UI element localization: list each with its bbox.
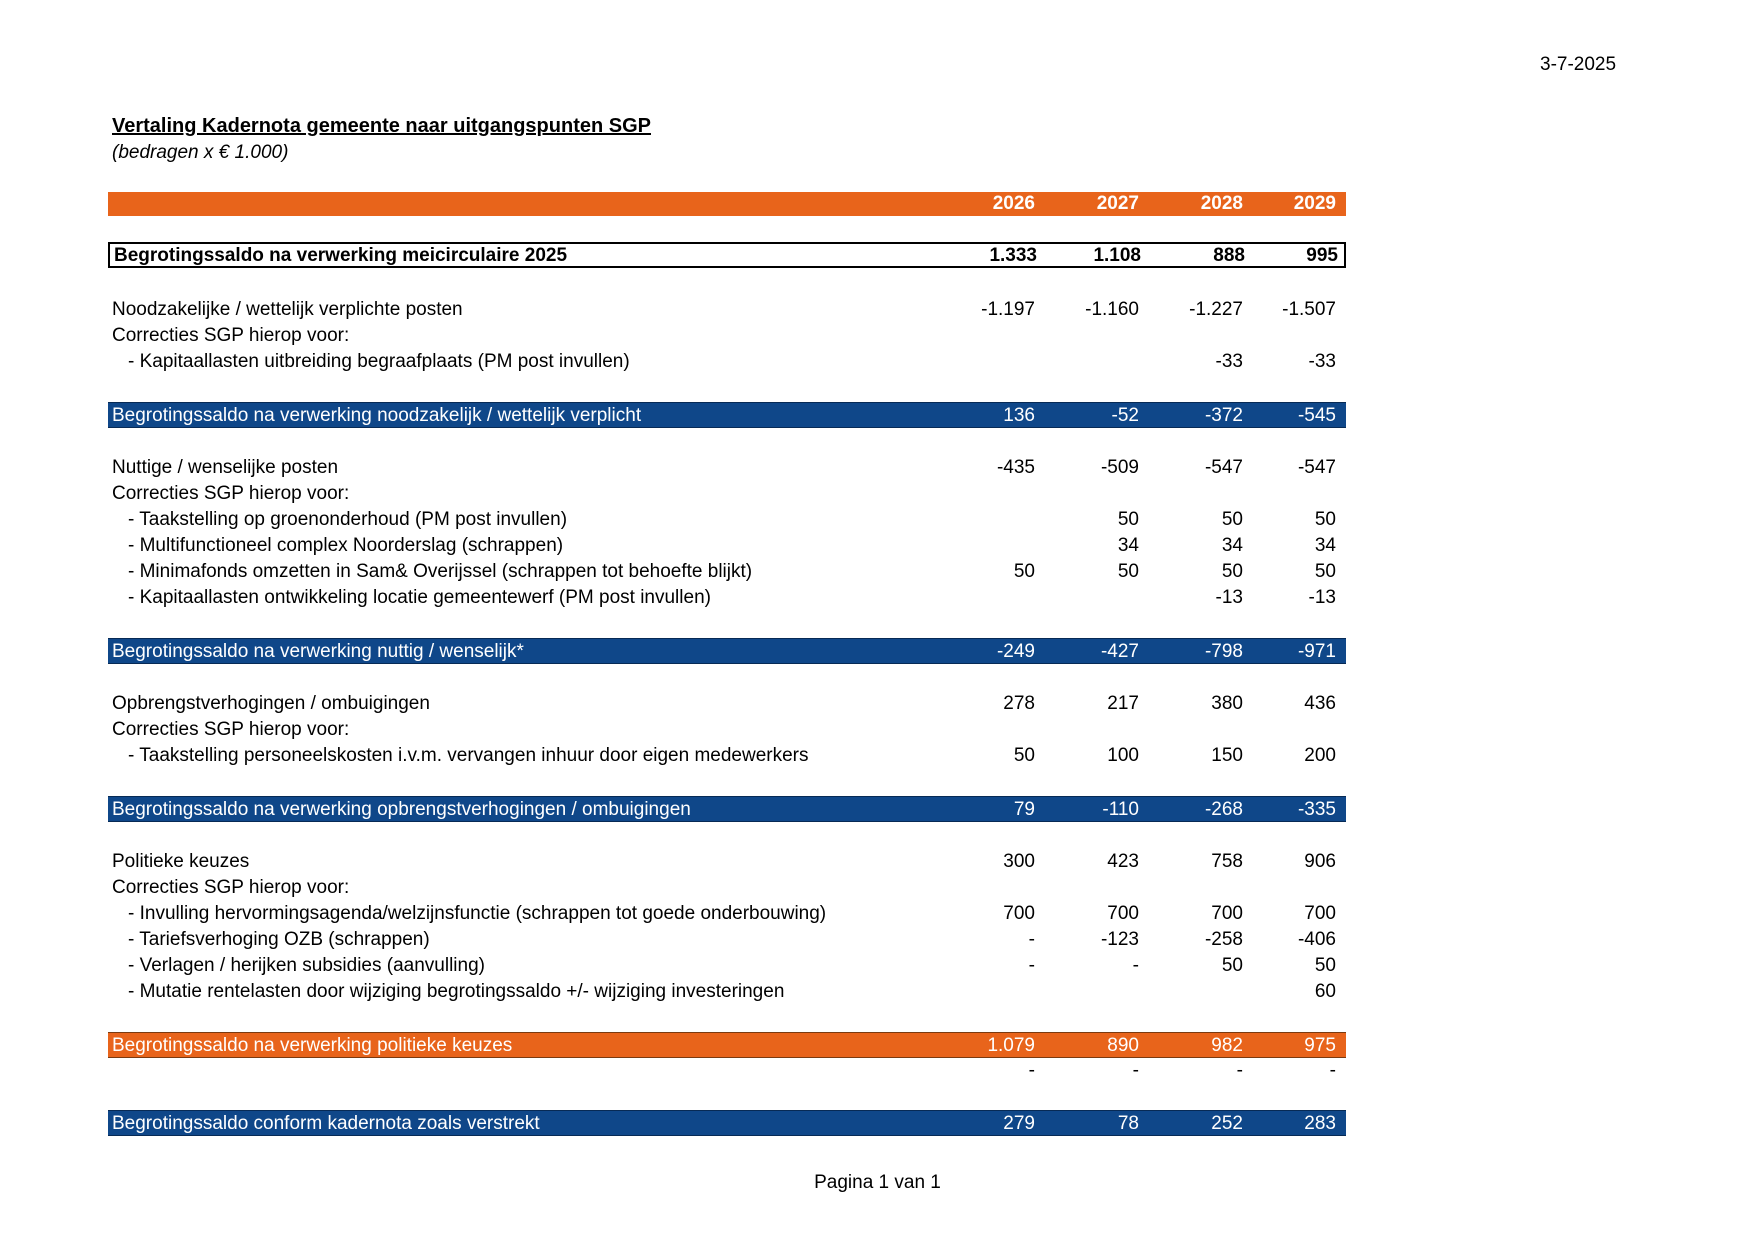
row-label: - Taakstelling op groenonderhoud (PM post invullen) <box>128 509 568 530</box>
table-row <box>108 533 1346 559</box>
subtotal-row <box>108 402 1346 428</box>
table-row <box>108 323 1346 349</box>
row-label: Politieke keuzes <box>112 851 250 872</box>
row-value-2028: -258 <box>1204 929 1243 950</box>
table-row <box>108 953 1346 979</box>
row-label: Noodzakelijke / wettelijk verplichte posten <box>112 299 463 320</box>
row-value-2026: 136 <box>1003 405 1035 426</box>
table-row <box>108 927 1346 953</box>
subtotal-row <box>108 1110 1346 1136</box>
table-row <box>108 559 1346 585</box>
row-value-2028: 50 <box>1221 509 1243 530</box>
row-value-2028: 380 <box>1211 693 1243 714</box>
row-value-2027: 34 <box>1117 535 1139 556</box>
year-header: 2026 <box>992 193 1035 214</box>
row-value-2028: 758 <box>1211 851 1243 872</box>
row-label: Begrotingssaldo na verwerking opbrengstverhogingen / ombuigingen <box>112 799 691 820</box>
year-header-row <box>108 192 1346 216</box>
row-value-2028: -268 <box>1204 799 1243 820</box>
row-value-2026: 1.333 <box>989 245 1037 266</box>
row-value-2029: 50 <box>1314 561 1336 582</box>
row-value-2029: -335 <box>1297 799 1336 820</box>
table-row <box>108 585 1346 611</box>
row-value-2029: -33 <box>1308 351 1336 372</box>
row-label: - Verlagen / herijken subsidies (aanvulling) <box>128 955 485 976</box>
row-label: Correcties SGP hierop voor: <box>112 325 350 346</box>
row-label: - Taakstelling personeelskosten i.v.m. vervangen inhuur door eigen medewerkers <box>128 745 809 766</box>
row-value-2027: - <box>1132 955 1139 976</box>
row-value-2028: 700 <box>1211 903 1243 924</box>
year-header: 2027 <box>1096 193 1139 214</box>
row-value-2028: - <box>1236 1060 1243 1081</box>
row-value-2028: -13 <box>1215 587 1243 608</box>
row-value-2029: 200 <box>1304 745 1336 766</box>
row-value-2029: 283 <box>1304 1113 1336 1134</box>
row-value-2027: 1.108 <box>1093 245 1141 266</box>
row-value-2029: 975 <box>1304 1035 1336 1056</box>
row-label: - Mutatie rentelasten door wijziging begrotingssaldo +/- wijziging investeringen <box>128 981 785 1002</box>
row-value-2029: -971 <box>1297 641 1336 662</box>
row-value-2029: 60 <box>1314 981 1336 1002</box>
row-value-2027: 700 <box>1107 903 1139 924</box>
subtotal-row <box>108 1032 1346 1058</box>
row-value-2026: 700 <box>1003 903 1035 924</box>
document-subtitle: (bedragen x € 1.000) <box>112 142 289 163</box>
row-value-2027: 100 <box>1107 745 1139 766</box>
row-value-2028: 888 <box>1213 245 1245 266</box>
row-value-2028: -372 <box>1204 405 1243 426</box>
row-label: - Minimafonds omzetten in Sam& Overijssel (schrappen tot behoefte blijkt) <box>128 561 753 582</box>
row-value-2027: -427 <box>1100 641 1139 662</box>
row-value-2026: 1.079 <box>987 1035 1035 1056</box>
row-value-2027: -52 <box>1111 405 1139 426</box>
row-label: - Kapitaallasten uitbreiding begraafplaats (PM post invullen) <box>128 351 630 372</box>
year-header: 2029 <box>1293 193 1336 214</box>
row-label: Correcties SGP hierop voor: <box>112 719 350 740</box>
row-value-2027: -509 <box>1100 457 1139 478</box>
row-value-2028: 34 <box>1221 535 1243 556</box>
row-value-2026: -249 <box>996 641 1035 662</box>
subtotal-row <box>108 796 1346 822</box>
table-row <box>108 1058 1346 1084</box>
table-row <box>108 455 1346 481</box>
row-label: Begrotingssaldo na verwerking meicirculaire 2025 <box>114 245 568 266</box>
row-value-2029: 906 <box>1304 851 1336 872</box>
row-label: Nuttige / wenselijke posten <box>112 457 339 478</box>
row-label: Begrotingssaldo conform kadernota zoals verstrekt <box>112 1113 540 1134</box>
row-value-2026: 50 <box>1013 561 1035 582</box>
row-label: Correcties SGP hierop voor: <box>112 483 350 504</box>
table-row <box>108 979 1346 1005</box>
page-footer: Pagina 1 van 1 <box>814 1172 941 1193</box>
row-label: Begrotingssaldo na verwerking nuttig / wenselijk* <box>112 641 524 662</box>
subtotal-row <box>108 242 1346 268</box>
row-value-2028: 50 <box>1221 955 1243 976</box>
row-value-2029: 50 <box>1314 955 1336 976</box>
row-value-2028: -547 <box>1204 457 1243 478</box>
table-row <box>108 481 1346 507</box>
row-value-2026: 279 <box>1003 1113 1035 1134</box>
row-value-2027: - <box>1132 1060 1139 1081</box>
row-value-2028: -33 <box>1215 351 1243 372</box>
row-value-2027: 217 <box>1107 693 1139 714</box>
table-row <box>108 849 1346 875</box>
row-value-2027: 423 <box>1107 851 1139 872</box>
row-value-2029: -1.507 <box>1282 299 1336 320</box>
row-value-2029: 34 <box>1314 535 1336 556</box>
row-value-2029: 995 <box>1306 245 1338 266</box>
row-value-2028: -798 <box>1204 641 1243 662</box>
document-date: 3-7-2025 <box>1540 54 1617 75</box>
row-label: - Invulling hervormingsagenda/welzijnsfunctie (schrappen tot goede onderbouwing) <box>128 903 827 924</box>
row-value-2026: 50 <box>1013 745 1035 766</box>
row-value-2028: 50 <box>1221 561 1243 582</box>
row-value-2029: -545 <box>1297 405 1336 426</box>
subtotal-row <box>108 638 1346 664</box>
row-value-2026: 300 <box>1003 851 1035 872</box>
row-value-2027: 50 <box>1117 561 1139 582</box>
row-value-2027: 50 <box>1117 509 1139 530</box>
row-value-2028: 982 <box>1211 1035 1243 1056</box>
row-value-2026: -1.197 <box>981 299 1035 320</box>
table-row <box>108 901 1346 927</box>
row-value-2029: 436 <box>1304 693 1336 714</box>
row-value-2029: -13 <box>1308 587 1336 608</box>
table-row <box>108 717 1346 743</box>
row-value-2029: - <box>1329 1060 1336 1081</box>
table-row <box>108 743 1346 769</box>
row-value-2026: - <box>1028 929 1035 950</box>
row-value-2027: -123 <box>1100 929 1139 950</box>
row-value-2029: 700 <box>1304 903 1336 924</box>
row-label: - Tariefsverhoging OZB (schrappen) <box>128 929 430 950</box>
row-label: - Multifunctioneel complex Noorderslag (schrappen) <box>128 535 564 556</box>
row-value-2026: - <box>1028 1060 1035 1081</box>
row-value-2027: 78 <box>1117 1113 1139 1134</box>
row-label: Opbrengstverhogingen / ombuigingen <box>112 693 430 714</box>
row-value-2029: 50 <box>1314 509 1336 530</box>
row-value-2028: 252 <box>1211 1113 1243 1134</box>
table-row <box>108 875 1346 901</box>
row-label: Begrotingssaldo na verwerking politieke keuzes <box>112 1035 513 1056</box>
row-value-2029: -406 <box>1297 929 1336 950</box>
row-label: Begrotingssaldo na verwerking noodzakelijk / wettelijk verplicht <box>112 405 642 426</box>
row-value-2026: -435 <box>996 457 1035 478</box>
row-value-2027: -110 <box>1102 799 1139 820</box>
row-value-2028: 150 <box>1211 745 1243 766</box>
row-value-2028: -1.227 <box>1189 299 1243 320</box>
table-row <box>108 691 1346 717</box>
row-label: Correcties SGP hierop voor: <box>112 877 350 898</box>
year-header: 2028 <box>1200 193 1243 214</box>
table-row <box>108 507 1346 533</box>
row-value-2027: -1.160 <box>1085 299 1139 320</box>
document-title: Vertaling Kadernota gemeente naar uitgangspunten SGP <box>112 115 651 137</box>
row-value-2029: -547 <box>1297 457 1336 478</box>
row-label: - Kapitaallasten ontwikkeling locatie gemeentewerf (PM post invullen) <box>128 587 711 608</box>
table-row <box>108 349 1346 375</box>
row-value-2026: - <box>1028 955 1035 976</box>
row-value-2027: 890 <box>1107 1035 1139 1056</box>
table-row <box>108 297 1346 323</box>
row-value-2026: 278 <box>1003 693 1035 714</box>
row-value-2026: 79 <box>1013 799 1035 820</box>
